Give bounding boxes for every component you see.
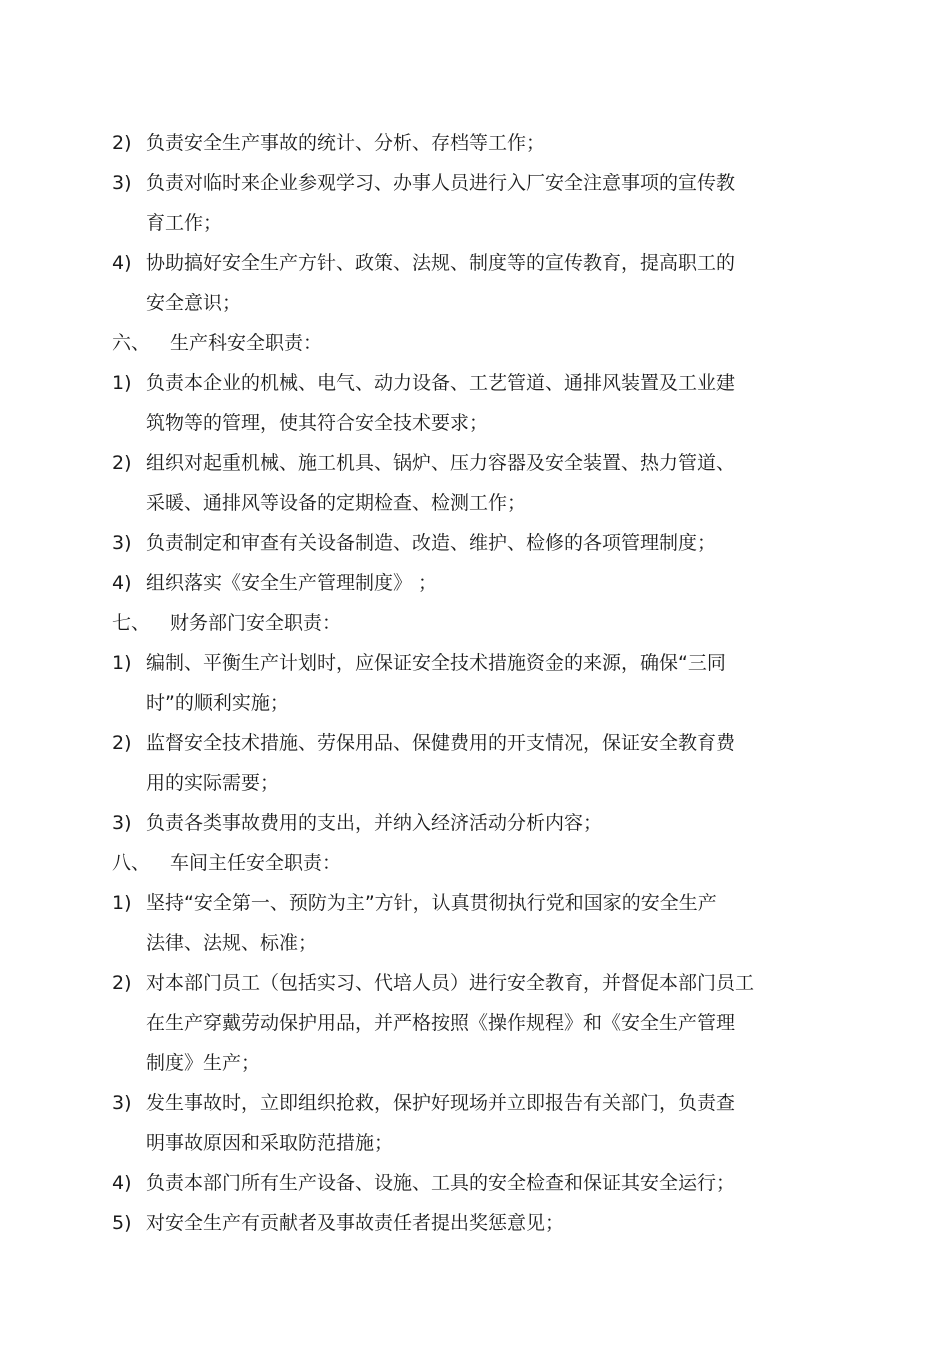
section-heading [112,323,832,363]
section-number: 七、 [112,612,151,634]
item-text: 协助搞好安全生产方针、政策、法规、制度等的宣传教育，提高职工的 [146,252,736,274]
item-number: 1) [112,652,132,674]
list-item-continuation: 制度》生产； [146,1052,261,1074]
item-text: 负责本企业的机械、电气、动力设备、工艺管道、通排风装置及工业建 [146,372,736,394]
list-item-continuation: 法律、法规、标准； [146,932,318,954]
list-item [112,443,832,483]
list-item [112,363,832,403]
list-item-continuation: 采暖、通排风等设备的定期检查、检测工作； [146,492,527,514]
item-text: 负责安全生产事故的统计、分析、存档等工作； [146,132,546,154]
item-number: 4) [112,572,132,594]
list-item [112,1203,832,1243]
item-number: 3) [112,172,132,194]
item-number: 1) [112,372,132,394]
item-text: 对安全生产有贡献者及事故责任者提出奖惩意见； [146,1212,565,1234]
item-text: 负责制定和审查有关设备制造、改造、维护、检修的各项管理制度； [146,532,717,554]
item-number: 1) [112,892,132,914]
item-text: 对本部门员工（包括实习、代培人员）进行安全教育，并督促本部门员工 [146,972,755,994]
item-number: 4) [112,1172,132,1194]
list-item [112,523,832,563]
list-item-continuation: 安全意识； [146,292,242,314]
item-text: 编制、平衡生产计划时，应保证安全技术措施资金的来源，确保“三同 [146,652,726,674]
item-text: 坚持“安全第一、预防为主”方针，认真贯彻执行党和国家的安全生产 [146,892,717,914]
section-number: 八、 [112,852,151,874]
list-item [112,563,832,603]
item-text: 负责本部门所有生产设备、设施、工具的安全检查和保证其安全运行； [146,1172,736,1194]
item-number: 5) [112,1212,132,1234]
list-item-continuation: 用的实际需要； [146,772,280,794]
list-item-continuation: 时”的顺利实施； [146,692,289,714]
list-item-continuation: 在生产穿戴劳动保护用品，并严格按照《操作规程》和《安全生产管理 [146,1012,736,1034]
item-number: 2) [112,732,132,754]
list-item [112,803,832,843]
item-text: 组织落实《安全生产管理制度》 ； [146,572,438,594]
item-text: 监督安全技术措施、劳保用品、保健费用的开支情况，保证安全教育费 [146,732,736,754]
list-item [112,883,832,923]
section-heading [112,843,832,883]
item-number: 2) [112,132,132,154]
item-text: 组织对起重机械、施工机具、锅炉、压力容器及安全装置、热力管道、 [146,452,736,474]
section-number: 六、 [112,332,151,354]
item-number: 3) [112,1092,132,1114]
section-heading [112,603,832,643]
document-page [112,123,832,1243]
list-item-continuation: 筑物等的管理，使其符合安全技术要求； [146,412,489,434]
list-item [112,963,832,1003]
list-item-continuation: 育工作； [146,212,223,234]
item-number: 3) [112,532,132,554]
item-text: 负责对临时来企业参观学习、办事人员进行入厂安全注意事项的宣传教 [146,172,736,194]
list-item [112,123,832,163]
section-title: 车间主任安全职责： [170,852,342,874]
item-number: 2) [112,452,132,474]
item-text: 发生事故时，立即组织抢救，保护好现场并立即报告有关部门，负责查 [146,1092,736,1114]
list-item [112,163,832,203]
item-text: 负责各类事故费用的支出，并纳入经济活动分析内容； [146,812,603,834]
item-number: 2) [112,972,132,994]
list-item [112,1163,832,1203]
list-item [112,723,832,763]
item-number: 3) [112,812,132,834]
section-title: 财务部门安全职责： [170,612,342,634]
list-item-continuation: 明事故原因和采取防范措施； [146,1132,394,1154]
section-title: 生产科安全职责： [170,332,323,354]
list-item [112,243,832,283]
item-number: 4) [112,252,132,274]
list-item [112,643,832,683]
list-item [112,1083,832,1123]
